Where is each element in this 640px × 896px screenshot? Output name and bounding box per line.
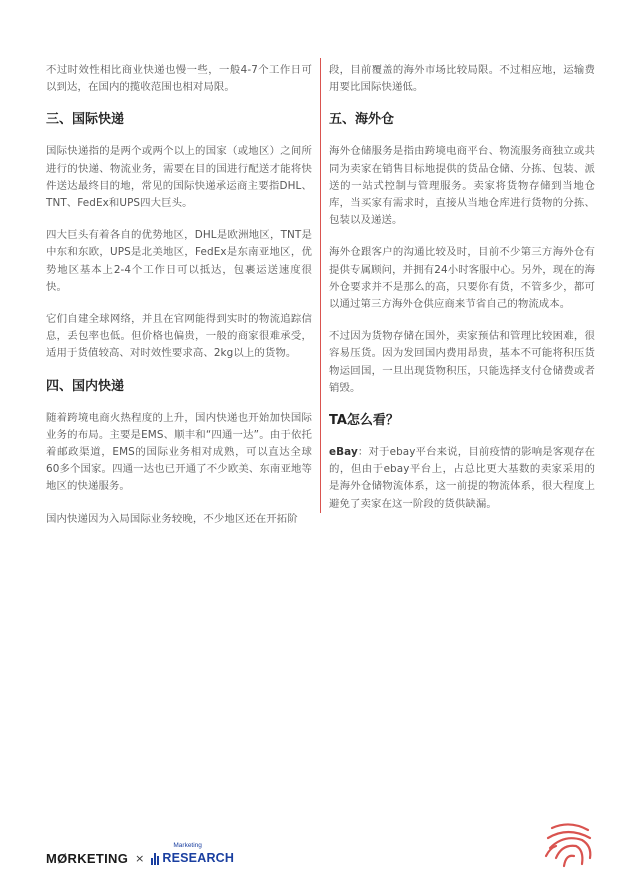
ebay-text: ：对于ebay平台来说，目前疫情的影响是客观存在的，但由于ebay平台上，占总比更大基数的卖家采用的是海外仓储物流体系，这一前提的物流体系，很大程度上避免了卖家在这一阶段的货供缺漏。 bbox=[329, 446, 595, 510]
paragraph: 国内快递因为入局国际业务较晚，不少地区还在开拓阶 bbox=[46, 512, 298, 525]
paragraph: 海外仓跟客户的沟通比较及时，目前不少第三方海外仓有提供专属顾问，并拥有24小时客服中心。另外，现在的海外仓要求并不是那么的高，只要你有货，不管多少，都可以通过第三方海外仓供应商来节省自己的物流成本。 bbox=[329, 246, 595, 311]
left-column bbox=[46, 62, 312, 543]
paragraph: 随着跨境电商火热程度的上升，国内快递也开始加快国际业务的布局。主要是EMS、顺丰和“四通一达”。由于依托着邮政渠道，EMS的国际业务相对成熟，可以直达全球60多个国家。四通一达也已开通了不少欧美、东南亚地等地区的快递服务。 bbox=[46, 411, 312, 493]
section-heading-domestic-express: 四、国内快递 bbox=[46, 378, 125, 394]
paragraph: 段，目前覆盖的海外市场比较局限。不过相应地，运输费用要比国际快递低。 bbox=[329, 64, 595, 94]
paragraph-ebay bbox=[329, 444, 595, 513]
bar-chart-icon bbox=[151, 853, 160, 865]
paragraph: 四大巨头有着各自的优势地区，DHL是欧洲地区，TNT是中东和东欧，UPS是北美地区，FedEx是东南亚地区，优势地区基本上2-4个工作日可以抵达，包裹运送速度很快。 bbox=[46, 229, 312, 293]
paragraph: 海外仓储服务是指由跨境电商平台、物流服务商独立或共同为卖家在销售目标地提供的货品仓储、分拣、包装、派送的一站式控制与管理服务。卖家将货物存储到当地仓库，当买家有需求时，直接从当地仓库进行货物的分拣、包装以及递送。 bbox=[329, 145, 595, 227]
paragraph: 不过因为货物存储在国外，卖家预估和管理比较困难，很容易压货。因为发回国内费用昂贵，基本不可能将积压货物运回国，一旦出现货物积压，只能选择支付仓储费或者销毁。 bbox=[329, 330, 595, 394]
times-sign: × bbox=[135, 851, 145, 865]
section-heading-opinions: TA怎么看？ bbox=[329, 413, 399, 429]
marketing-logo: MØRKETING bbox=[46, 850, 129, 866]
logo-small-text: Marketing bbox=[173, 842, 202, 849]
footer-logos bbox=[46, 842, 235, 870]
paragraph: 国际快递指的是两个或两个以上的国家（或地区）之间所进行的快递、物流业务，需要在目的国进行配送才能将快件送达最终目的地，常见的国际快递承运商主要指DHL、TNT、FedEx和UPS四大巨头。 bbox=[46, 145, 312, 210]
logo-research-text: RESEARCH bbox=[162, 851, 235, 865]
right-column bbox=[329, 62, 595, 528]
fingerprint-icon bbox=[544, 818, 596, 870]
section-heading-international-express: 三、国际快递 bbox=[46, 112, 125, 128]
marketing-research-logo bbox=[151, 842, 235, 865]
section-heading-overseas-warehouse: 五、海外仓 bbox=[329, 112, 395, 128]
paragraph: 不过时效性相比商业快递也慢一些，一般4-7个工作日可以到达，在国内的揽收范围也相对局限。 bbox=[46, 64, 312, 94]
column-divider bbox=[320, 58, 321, 513]
ebay-label: eBay bbox=[329, 446, 358, 459]
paragraph: 它们自建全球网络，并且在官网能得到实时的物流追踪信息，丢包率也低。但价格也偏贵，一般的商家很难承受，适用于货值较高、对时效性要求高、2kg以上的货物。 bbox=[46, 313, 312, 360]
